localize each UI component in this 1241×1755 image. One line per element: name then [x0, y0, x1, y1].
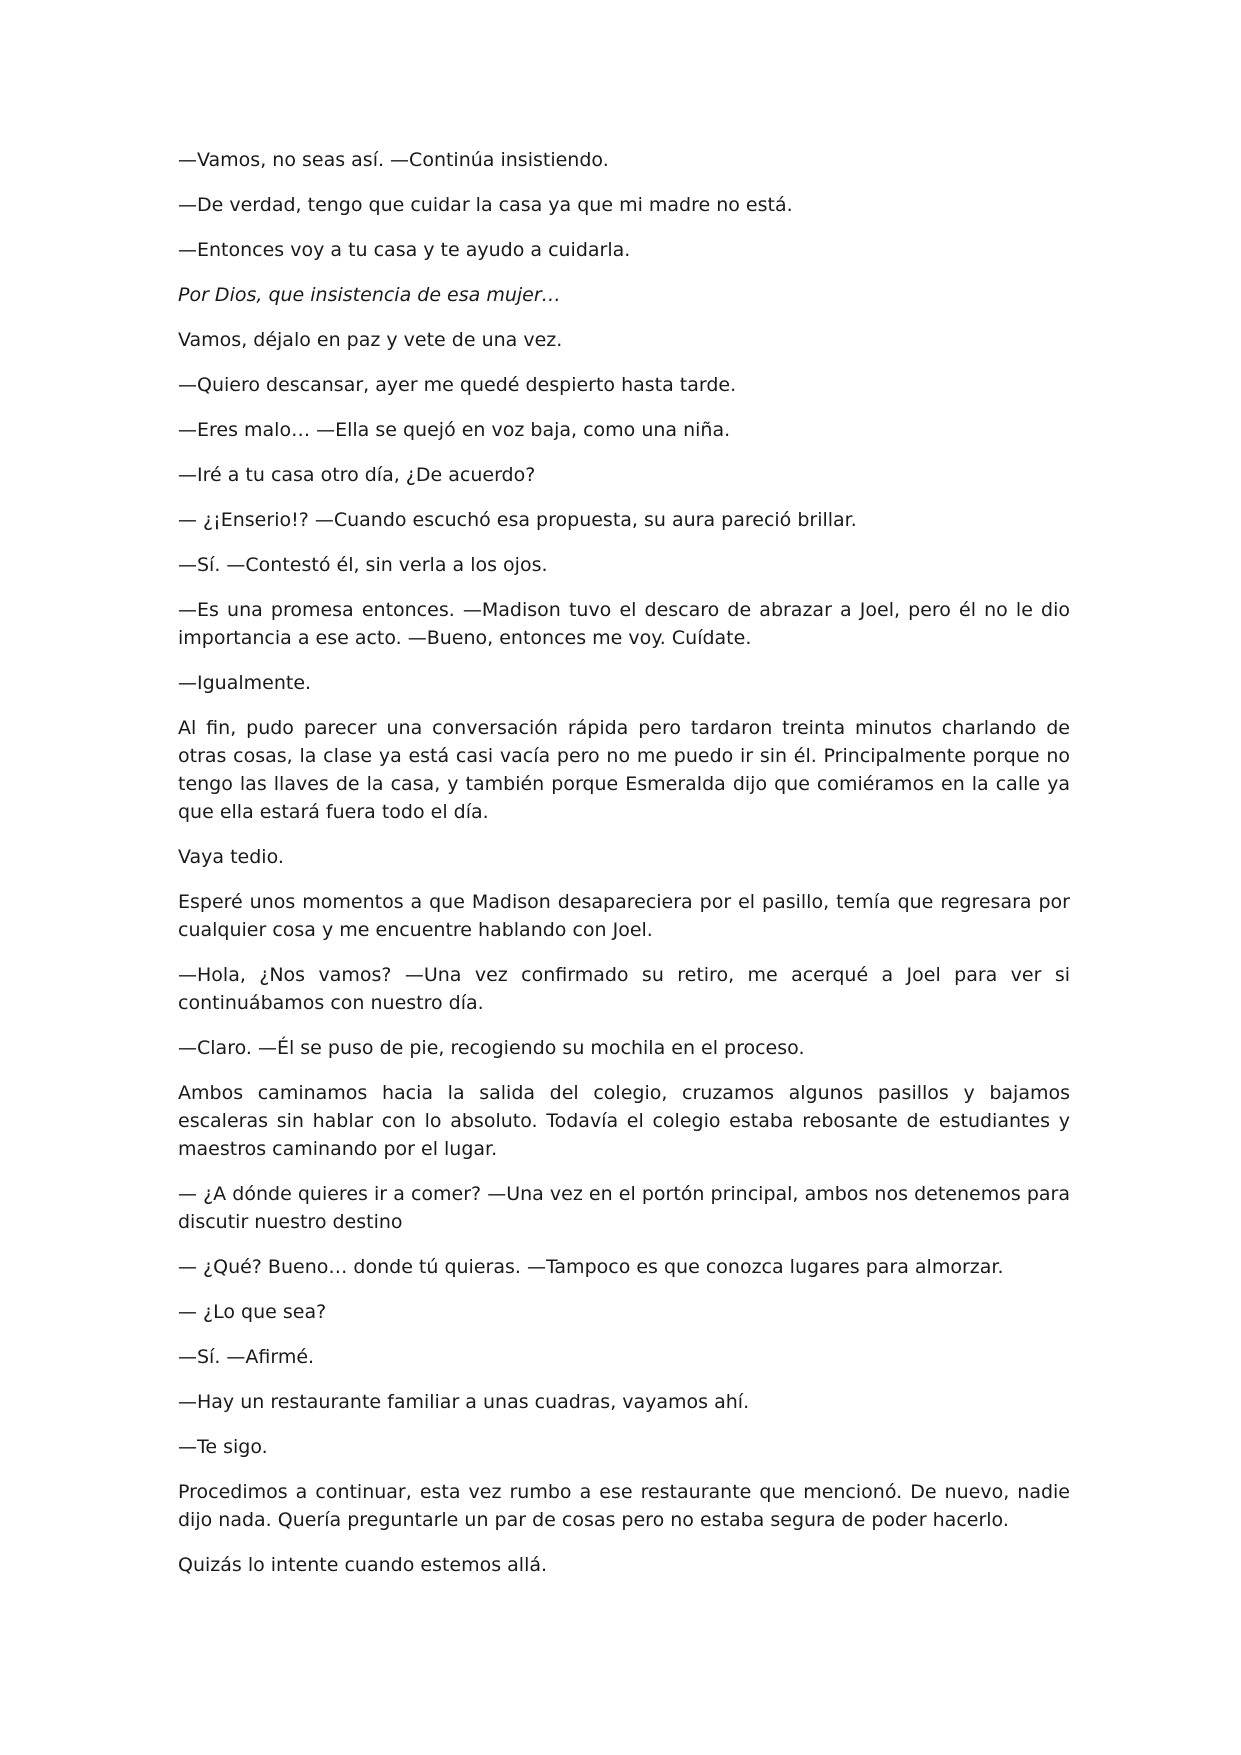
paragraph: —Hola, ¿Nos vamos? —Una vez confirmado su retiro, me acerqué a Joel para ver si continuábamos con nuestro día. — [178, 964, 1070, 1014]
paragraph: —De verdad, tengo que cuidar la casa ya que mi madre no está. — [178, 194, 793, 216]
paragraph: —Hay un restaurante familiar a unas cuadras, vayamos ahí. — [178, 1391, 750, 1413]
paragraph: — ¿A dónde quieres ir a comer? —Una vez en el portón principal, ambos nos detenemos para discutir nuestro destino — [178, 1183, 1070, 1233]
paragraph: — ¿Qué? Bueno… donde tú quieras. —Tampoco es que conozca lugares para almorzar. — [178, 1256, 1004, 1278]
paragraph: Vaya tedio. — [178, 846, 284, 868]
paragraph: — ¿Lo que sea? — [178, 1301, 327, 1323]
document-body — [178, 146, 1070, 1596]
paragraph: Quizás lo intente cuando estemos allá. — [178, 1554, 548, 1576]
paragraph: Vamos, déjalo en paz y vete de una vez. — [178, 329, 563, 351]
paragraph: — ¿¡Enserio!? —Cuando escuchó esa propuesta, su aura pareció brillar. — [178, 509, 857, 531]
italic-paragraph: Por Dios, que insistencia de esa mujer… — [178, 284, 561, 306]
paragraph: Esperé unos momentos a que Madison desapareciera por el pasillo, temía que regresara por cualquier cosa y me encuentre hablando con Joel. — [178, 891, 1070, 941]
paragraph: —Claro. —Él se puso de pie, recogiendo su mochila en el proceso. — [178, 1037, 805, 1059]
paragraph: —Es una promesa entonces. —Madison tuvo el descaro de abrazar a Joel, pero él no le dio importancia a ese acto. —Bueno, entonces me voy. Cuídate. — [178, 599, 1070, 649]
paragraph: —Sí. —Afirmé. — [178, 1346, 315, 1368]
paragraph: —Entonces voy a tu casa y te ayudo a cuidarla. — [178, 239, 631, 261]
paragraph: —Igualmente. — [178, 672, 312, 694]
paragraph: Procedimos a continuar, esta vez rumbo a ese restaurante que mencionó. De nuevo, nadie dijo nada. Quería preguntarle un par de cosas pero no estaba segura de poder hacerlo. — [178, 1481, 1070, 1531]
paragraph: —Te sigo. — [178, 1436, 268, 1458]
paragraph: —Iré a tu casa otro día, ¿De acuerdo? — [178, 464, 536, 486]
paragraph: —Quiero descansar, ayer me quedé despierto hasta tarde. — [178, 374, 737, 396]
paragraph: Al fin, pudo parecer una conversación rápida pero tardaron treinta minutos charlando de otras cosas, la clase ya está casi vacía pero no me puedo ir sin él. Principalmente porque no tengo las llaves de la casa, y también porque Esmeralda dijo que comiéramos en la calle ya que ella estará fuera todo el día. — [178, 717, 1070, 823]
paragraph: —Sí. —Contestó él, sin verla a los ojos. — [178, 554, 548, 576]
paragraph: Ambos caminamos hacia la salida del colegio, cruzamos algunos pasillos y bajamos escaleras sin hablar con lo absoluto. Todavía el colegio estaba rebosante de estudiantes y maestros caminando por el lugar. — [178, 1082, 1070, 1160]
paragraph: —Eres malo… —Ella se quejó en voz baja, como una niña. — [178, 419, 731, 441]
paragraph: —Vamos, no seas así. —Continúa insistiendo. — [178, 149, 609, 171]
